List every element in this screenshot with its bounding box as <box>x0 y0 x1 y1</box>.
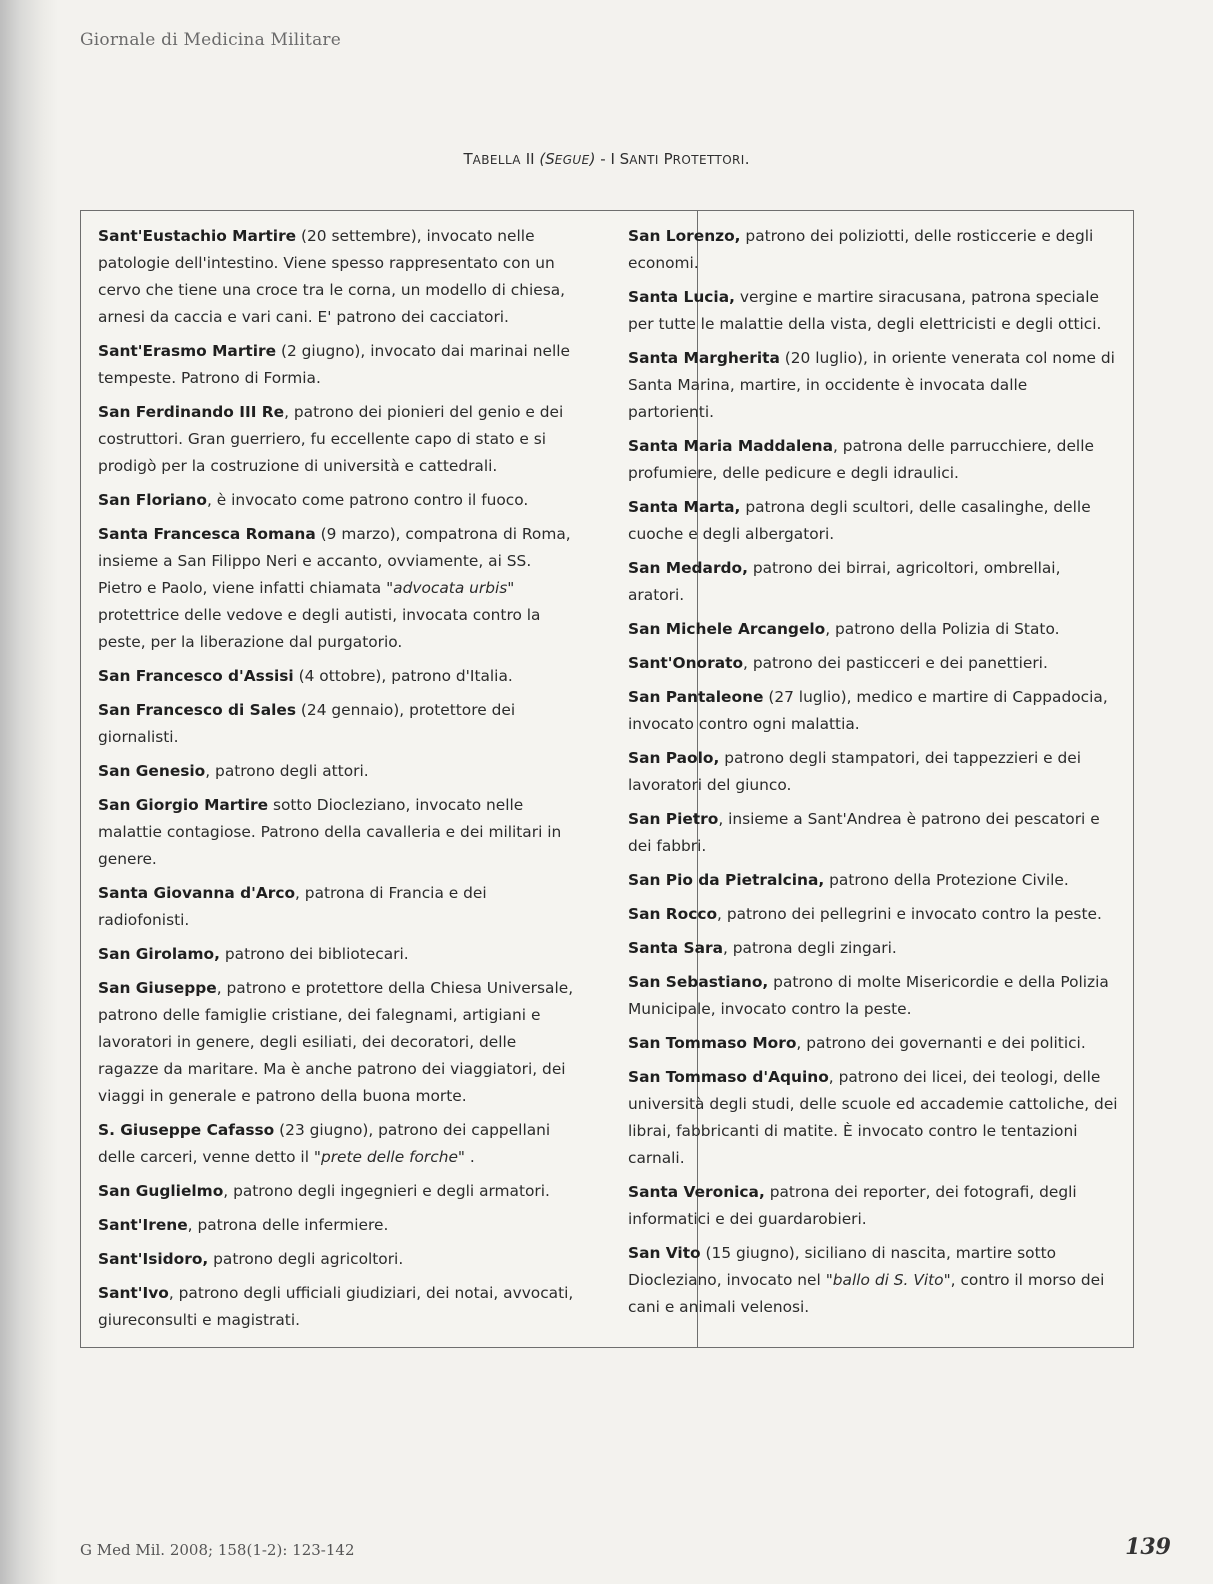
caption-segue <box>539 150 595 168</box>
saint-name: San Pio da Pietralcina, <box>628 871 825 889</box>
saint-entry <box>98 1178 578 1205</box>
saint-name: Santa Giovanna d'Arco <box>98 884 296 902</box>
saint-description: , patrono dei governanti e dei politici. <box>796 1034 1086 1052</box>
page-number: 139 <box>1125 1534 1171 1560</box>
caption-t-rest: ABELLA <box>472 153 521 167</box>
saint-description: , patrona delle parrucchiere, delle profumiere, delle pedicure e degli idraulici. <box>628 437 1094 482</box>
saint-entry <box>628 345 1118 426</box>
saint-description: (9 marzo), compatrona di Roma, insieme a San Filippo Neri e accanto, ovviamente, ai SS. Pietro e Paolo, viene infatti chiamata <box>98 525 571 597</box>
saint-entry <box>98 1246 578 1273</box>
page-binding-shadow <box>0 0 58 1584</box>
saint-entry <box>98 792 578 873</box>
caption-i: I <box>610 150 615 168</box>
saint-description: (2 giugno), invocato dai marinai nelle tempeste. Patrono di Formia. <box>98 342 570 387</box>
saint-entry <box>98 975 578 1110</box>
saint-name: San Sebastiano, <box>628 973 769 991</box>
saint-name: Sant'Erasmo Martire <box>98 342 277 360</box>
caption-segue-open: ( <box>539 150 546 168</box>
saint-name: San Ferdinando III Re <box>98 403 285 421</box>
saint-description: , patrono degli attori. <box>205 762 369 780</box>
saint-entry <box>628 901 1118 928</box>
left-column <box>98 223 578 1341</box>
saint-quote: "prete delle forche" <box>313 1148 465 1166</box>
saint-description: , patrona degli zingari. <box>722 939 897 957</box>
saint-entry <box>98 697 578 751</box>
saint-name: San Floriano <box>98 491 207 509</box>
saint-description: sotto Diocleziano, invocato nelle malattie contagiose. Patrono della cavalleria e dei militari in genere. <box>98 796 562 868</box>
saint-description: (23 giugno), patrono dei cappellani delle carceri, venne detto il <box>98 1121 551 1166</box>
saint-entry <box>628 494 1118 548</box>
saint-description-tail: . <box>465 1148 475 1166</box>
saint-description: patrono degli agricoltori. <box>208 1250 404 1268</box>
saint-description: patrono della Protezione Civile. <box>824 871 1069 889</box>
saint-entry <box>98 880 578 934</box>
saint-entry <box>98 399 578 480</box>
saint-name: Santa Sara <box>628 939 723 957</box>
saint-entry <box>98 487 578 514</box>
caption-segue-rest: EGUE <box>554 153 590 167</box>
saint-entry <box>98 1117 578 1171</box>
saint-name: Sant'Eustachio Martire <box>98 227 297 245</box>
saint-name: S. Giuseppe Cafasso <box>98 1121 275 1139</box>
saint-quote: "ballo di S. Vito" <box>825 1271 951 1289</box>
saint-name: San Francesco di Sales <box>98 701 297 719</box>
saint-name: San Francesco d'Assisi <box>98 667 294 685</box>
saint-description: patrono di molte Misericordie e della Polizia Municipale, invocato contro la peste. <box>628 973 1109 1018</box>
saint-entry <box>628 223 1118 277</box>
saint-name: San Girolamo, <box>98 945 220 963</box>
saint-name: San Paolo, <box>628 749 720 767</box>
caption-s-cap: S <box>619 150 630 168</box>
saint-entry <box>98 223 578 331</box>
saint-entry <box>628 969 1118 1023</box>
saint-entry <box>628 1179 1118 1233</box>
saint-entry <box>98 1212 578 1239</box>
saint-entry <box>98 941 578 968</box>
saint-name: Santa Veronica, <box>628 1183 765 1201</box>
saint-description: (24 gennaio), protettore dei giornalisti. <box>98 701 516 746</box>
saint-quote: "advocata urbis" <box>386 579 515 597</box>
saint-entry <box>628 1030 1118 1057</box>
saint-name: Santa Maria Maddalena <box>628 437 834 455</box>
saint-entry <box>98 1280 578 1334</box>
caption-t-cap: T <box>463 150 473 168</box>
saint-description: patrona degli scultori, delle casalinghe, delle cuoche e degli albergatori. <box>628 498 1091 543</box>
saint-description: patrona dei reporter, dei fotografi, degli informatici e dei guardarobieri. <box>628 1183 1077 1228</box>
table-caption <box>0 150 1213 168</box>
saint-entry <box>628 284 1118 338</box>
saint-description: , insieme a Sant'Andrea è patrono dei pescatori e dei fabbri. <box>628 810 1100 855</box>
caption-dash: - <box>600 150 606 168</box>
saint-description: , patrono degli ingegnieri e degli armatori. <box>223 1182 550 1200</box>
saint-name: San Rocco <box>628 905 718 923</box>
saint-entry <box>628 433 1118 487</box>
saint-entry <box>98 338 578 392</box>
saint-name: Sant'Ivo <box>98 1284 169 1302</box>
saint-description: vergine e martire siracusana, patrona speciale per tutte le malattie della vista, degli elettricisti e degli ottici. <box>628 288 1102 333</box>
caption-p-rest: ROTETTORI <box>672 153 745 167</box>
caption-segue-s: S <box>545 150 555 168</box>
caption-segue-close: ) <box>589 150 596 168</box>
saint-entry <box>628 1240 1118 1321</box>
saint-name: Santa Margherita <box>628 349 780 367</box>
saint-entry <box>98 663 578 690</box>
saint-name: San Giuseppe <box>98 979 217 997</box>
saint-name: San Guglielmo <box>98 1182 224 1200</box>
caption-roman: II <box>525 150 535 168</box>
saint-description: patrono dei poliziotti, delle rosticcerie e degli economi. <box>628 227 1094 272</box>
saint-entry <box>628 616 1118 643</box>
saint-name: Sant'Isidoro, <box>98 1250 209 1268</box>
saint-description: patrono degli stampatori, dei tappezzieri e dei lavoratori del giunco. <box>628 749 1082 794</box>
saint-description: , è invocato come patrono contro il fuoco. <box>206 491 529 509</box>
saint-description: , patrona delle infermiere. <box>187 1216 389 1234</box>
saint-entry <box>98 758 578 785</box>
saint-name: Santa Francesca Romana <box>98 525 316 543</box>
journal-title: Giornale di Medicina Militare <box>80 30 341 50</box>
saint-description: , patrono dei pasticceri e dei panettieri. <box>743 654 1048 672</box>
caption-s-rest: ANTI <box>629 153 659 167</box>
saint-name: San Genesio <box>98 762 206 780</box>
caption-p-cap: P <box>663 150 673 168</box>
saint-description: (4 ottobre), patrono d'Italia. <box>293 667 513 685</box>
saint-entry <box>628 867 1118 894</box>
footer-citation: G Med Mil. 2008; 158(1-2): 123-142 <box>80 1541 355 1559</box>
caption-period: . <box>744 150 750 168</box>
saint-description: (15 giugno), siciliano di nascita, martire sotto Diocleziano, invocato nel <box>628 1244 1057 1289</box>
saint-entry <box>628 555 1118 609</box>
saint-name: Sant'Onorato <box>628 654 744 672</box>
saint-name: San Michele Arcangelo <box>628 620 826 638</box>
saint-description: patrono dei bibliotecari. <box>219 945 409 963</box>
saint-description: , patrono della Polizia di Stato. <box>825 620 1060 638</box>
saint-entry <box>98 521 578 656</box>
saint-description: , patrono dei pionieri del genio e dei costruttori. Gran guerriero, fu eccellente capo di stato e si prodigò per la costruzione di università e cattedrali. <box>98 403 564 475</box>
saint-description: , patrono degli ufficiali giudiziari, dei notai, avvocati, giureconsulti e magistrati. <box>98 1284 574 1329</box>
saint-name: San Tommaso d'Aquino <box>628 1068 829 1086</box>
saint-entry <box>628 935 1118 962</box>
saint-name: Santa Marta, <box>628 498 741 516</box>
saint-description-tail: , contro il morso dei cani e animali velenosi. <box>628 1271 1105 1316</box>
saint-name: San Pietro <box>628 810 719 828</box>
saint-entry <box>628 806 1118 860</box>
saint-description-tail: protettrice delle vedove e degli autisti, invocata contro la peste, per la liberazione dal purgatorio. <box>98 606 541 651</box>
saint-description: , patrona di Francia e dei radiofonisti. <box>98 884 487 929</box>
saint-name: Sant'Irene <box>98 1216 188 1234</box>
saint-description: , patrono dei licei, dei teologi, delle università degli studi, delle scuole ed accademie cattoliche, dei librai, fabbricanti di matite. È invocato contro le tentazioni carnali. <box>628 1068 1118 1167</box>
saint-name: San Pantaleone <box>628 688 764 706</box>
saint-name: Santa Lucia, <box>628 288 735 306</box>
saint-description: (20 luglio), in oriente venerata col nome di Santa Marina, martire, in occidente è invocata dalle partorienti. <box>628 349 1115 421</box>
saints-table <box>80 210 1134 1348</box>
saint-entry <box>628 650 1118 677</box>
saint-description: , patrono dei pellegrini e invocato contro la peste. <box>717 905 1102 923</box>
saint-name: San Tommaso Moro <box>628 1034 797 1052</box>
saint-name: San Vito <box>628 1244 701 1262</box>
saint-description: (20 settembre), invocato nelle patologie dell'intestino. Viene spesso rappresentato con un cervo che tiene una croce tra le corna, un modello di chiesa, arnesi da caccia e vari cani. E' patrono dei cacciatori. <box>98 227 566 326</box>
saint-name: San Medardo, <box>628 559 748 577</box>
saint-entry <box>628 745 1118 799</box>
right-column <box>628 223 1118 1328</box>
saint-entry <box>628 1064 1118 1172</box>
saint-description: , patrono e protettore della Chiesa Universale, patrono delle famiglie cristiane, dei falegnami, artigiani e lavoratori in genere, degli esiliati, dei decoratori, delle ragazze da maritare. Ma è anche patrono dei viaggiatori, dei viaggi in generale e patrono della buona morte. <box>98 979 574 1105</box>
saint-entry <box>628 684 1118 738</box>
saint-name: San Giorgio Martire <box>98 796 269 814</box>
saint-description: (27 luglio), medico e martire di Cappadocia, invocato contro ogni malattia. <box>628 688 1108 733</box>
saint-name: San Lorenzo, <box>628 227 741 245</box>
saint-description: patrono dei birrai, agricoltori, ombrellai, aratori. <box>628 559 1061 604</box>
